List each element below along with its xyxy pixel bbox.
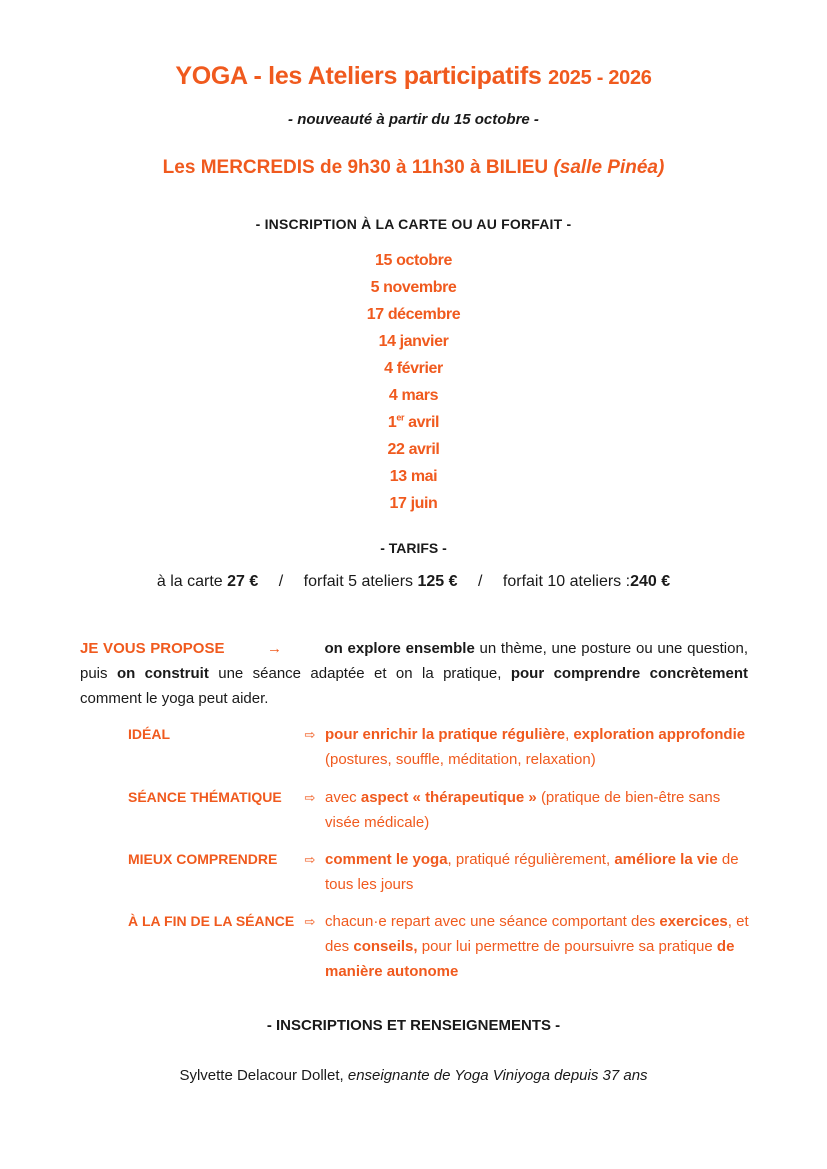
schedule-end: 11h30 bbox=[411, 157, 465, 178]
schedule-place: BILIEU bbox=[485, 157, 549, 178]
page-title bbox=[0, 62, 827, 91]
arrow-right-outline-icon: ⇨ bbox=[304, 790, 316, 805]
date-item: 17 juin bbox=[389, 495, 438, 512]
arrow-right-outline-icon: ⇨ bbox=[304, 727, 316, 742]
date-item: 5 novembre bbox=[370, 279, 457, 296]
schedule-venue: (salle Pinéa) bbox=[553, 157, 665, 178]
tarif-carte-label: à la carte bbox=[156, 573, 223, 590]
feature-text: avec aspect « thérapeutique » (pratique de bien-être sans visée médicale) bbox=[325, 789, 721, 831]
date-item: 4 février bbox=[384, 360, 443, 377]
tarifs-heading: - TARIFS - bbox=[380, 540, 447, 556]
feature-label: MIEUX COMPRENDRE bbox=[128, 851, 278, 867]
arrow-right-outline-icon: ⇨ bbox=[304, 852, 316, 867]
arrow-right-icon: → bbox=[266, 640, 282, 657]
dates-list bbox=[0, 250, 827, 520]
feature-label: SÉANCE THÉMATIQUE bbox=[128, 789, 282, 805]
title-main: YOGA - les Ateliers participatifs bbox=[175, 62, 542, 90]
schedule-line: Les MERCREDIS de 9h30 à 11h30 à BILIEU (salle Pinéa) bbox=[162, 157, 665, 178]
date-item: 15 octobre bbox=[375, 252, 452, 269]
arrow-right-outline-icon: ⇨ bbox=[304, 914, 316, 929]
propose-paragraph: JE VOUS PROPOSE → on explore ensemble un thème, une posture ou une question, puis on construit une séance adaptée et on la pratique, pour comprendre concrètement comment le yoga peut aider. bbox=[80, 636, 748, 711]
tarif-forfait10-label: forfait 10 ateliers : bbox=[502, 573, 631, 590]
feature-text: comment le yoga, pratiqué régulièrement, améliore la vie de tous les jours bbox=[325, 851, 739, 893]
teacher-role: enseignante de Yoga Viniyoga depuis 37 ans bbox=[347, 1067, 648, 1084]
feature-label: IDÉAL bbox=[128, 726, 170, 742]
tarif-forfait10-price: 240 € bbox=[630, 573, 671, 590]
tarif-forfait5-label: forfait 5 ateliers bbox=[303, 573, 414, 590]
date-item: 4 mars bbox=[388, 387, 439, 404]
tarif-carte-price: 27 € bbox=[227, 573, 259, 590]
feature-text: pour enrichir la pratique régulière, exploration approfondie (postures, souffle, méditation, relaxation) bbox=[325, 726, 746, 768]
date-item: 22 avril bbox=[387, 441, 440, 458]
tarif-forfait5-price: 125 € bbox=[417, 573, 458, 590]
tarif-separator: / bbox=[477, 573, 483, 590]
tarifs-line bbox=[0, 573, 827, 591]
feature-label: À LA FIN DE LA SÉANCE bbox=[128, 913, 295, 929]
date-item: 1er avril bbox=[387, 412, 440, 431]
feature-text: chacun·e repart avec une séance comportant des exercices, et des conseils, pour lui permettre de poursuivre sa pratique de manière autonome bbox=[325, 913, 749, 980]
propose-lead: JE VOUS PROPOSE bbox=[80, 640, 225, 657]
inscriptions-heading: - INSCRIPTIONS ET RENSEIGNEMENTS - bbox=[266, 1017, 561, 1034]
schedule-day: Les MERCREDIS bbox=[162, 157, 315, 178]
date-item: 17 décembre bbox=[366, 306, 461, 323]
subtitle: - nouveauté à partir du 15 octobre - bbox=[288, 111, 539, 128]
tarif-separator: / bbox=[278, 573, 284, 590]
teacher-name: Sylvette Delacour Dollet, bbox=[179, 1067, 344, 1084]
date-item: 13 mai bbox=[389, 468, 438, 485]
title-years: 2025 - 2026 bbox=[548, 67, 652, 89]
inscription-heading: - INSCRIPTION À LA CARTE OU AU FORFAIT - bbox=[255, 216, 572, 232]
teacher-line bbox=[0, 1067, 827, 1084]
schedule-start: 9h30 bbox=[347, 157, 391, 178]
date-item: 14 janvier bbox=[378, 333, 449, 350]
